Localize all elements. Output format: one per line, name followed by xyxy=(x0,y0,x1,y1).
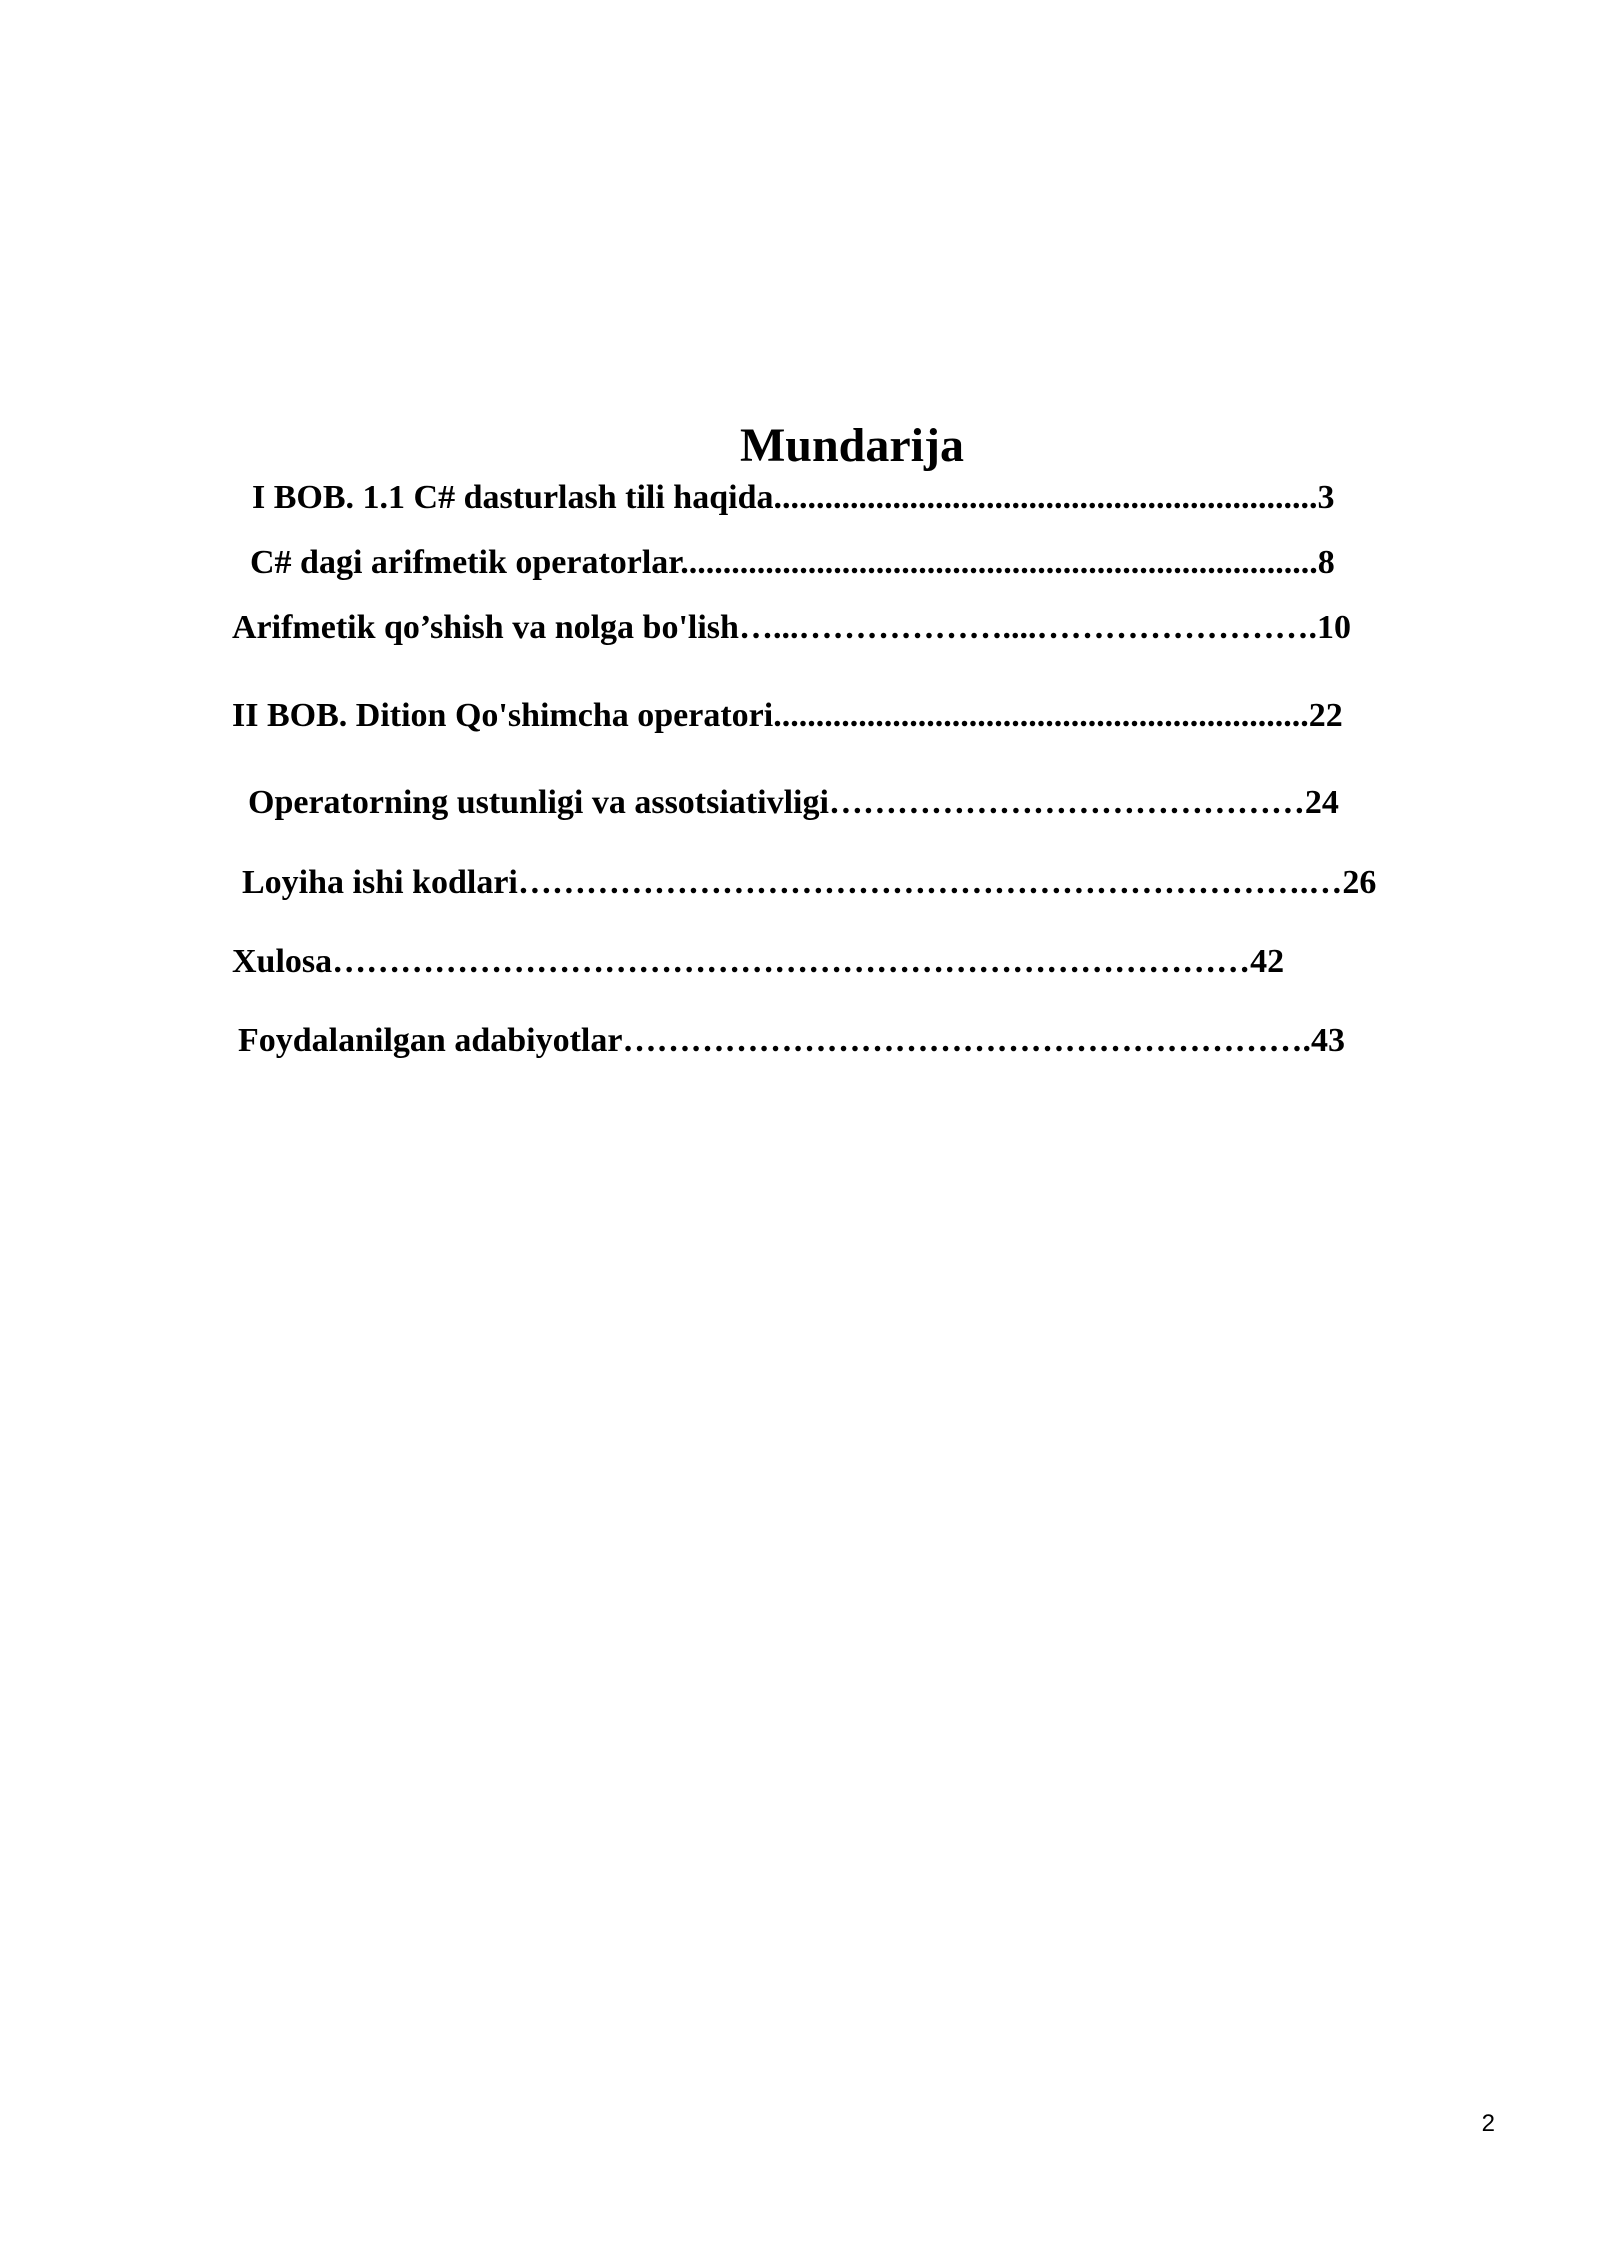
toc-entry-text: Arifmetik qo’shish va nolga bo'lish xyxy=(232,609,739,646)
toc-entry-leader: ……………………………………………………. xyxy=(622,1022,1311,1059)
toc-entry-text: Foydalanilgan adabiyotlar xyxy=(238,1022,623,1059)
toc-entry-page: 22 xyxy=(1308,697,1343,734)
toc-entry-page: 8 xyxy=(1317,544,1335,581)
toc-entry-leader: ……………………………………………………………………… xyxy=(332,943,1251,980)
toc-entry-page: 3 xyxy=(1317,479,1335,516)
toc-entry-text: II BOB. Dition Qo'shimcha operatori xyxy=(232,697,774,734)
toc-title: Mundarija xyxy=(739,419,964,472)
toc-entry-text: I BOB. 1.1 C# dasturlash tili haqida xyxy=(252,479,774,516)
page-number: 2 xyxy=(1481,2110,1495,2137)
toc-entry-foydalanilgan-adabiyotlar xyxy=(238,1021,1345,1061)
toc-entry-arifmetik-operatorlar xyxy=(250,543,1335,583)
toc-entry-leader: …………………………………… xyxy=(828,784,1305,821)
toc-entry-xulosa xyxy=(232,942,1284,982)
toc-entry-page: 24 xyxy=(1304,784,1339,821)
toc-entry-text: Loyiha ishi kodlari xyxy=(242,864,518,901)
toc-entry-leader: ................................................................ xyxy=(773,479,1318,516)
toc-entry-qoshish-nolga-bolish xyxy=(232,608,1351,648)
toc-entry-leader: ............................................................... xyxy=(773,697,1309,734)
toc-entry-page: 42 xyxy=(1250,943,1285,980)
toc-entry-text: C# dagi arifmetik operatorlar xyxy=(250,544,681,581)
toc-entry-text: Operatorning ustunligi va assotsiativligi xyxy=(248,784,829,821)
toc-entry-leader: ........................................................................... xyxy=(680,544,1318,581)
toc-entry-leader: …...………………....……………………. xyxy=(738,609,1317,646)
toc-entry-ustunligi-assotsiativligi xyxy=(248,783,1339,823)
toc-entry-page: 26 xyxy=(1342,864,1377,901)
toc-entry-leader: …………………………………………………………….… xyxy=(517,864,1343,901)
toc-entry-page: 10 xyxy=(1316,609,1351,646)
toc-entry-bob-1 xyxy=(252,478,1334,518)
toc-entry-loyiha-ishi-kodlari xyxy=(242,863,1376,903)
toc-entry-page: 43 xyxy=(1310,1022,1345,1059)
toc-entry-text: Xulosa xyxy=(232,943,333,980)
toc-entry-bob-2 xyxy=(232,696,1343,736)
